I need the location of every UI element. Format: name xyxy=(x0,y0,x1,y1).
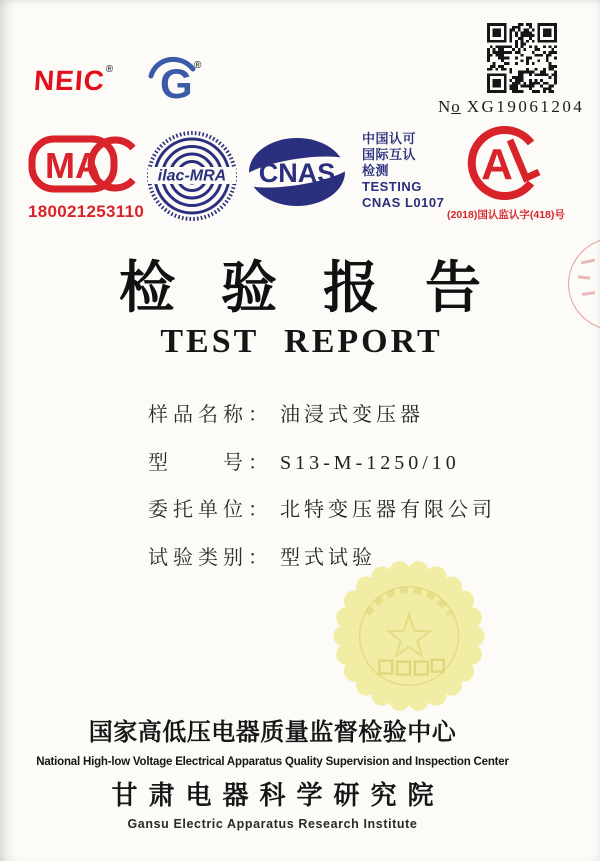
cma-mark xyxy=(28,132,150,222)
cal-mark xyxy=(447,126,565,222)
footer xyxy=(0,712,545,831)
ilac-mra-label: ilac-MRA xyxy=(157,167,227,185)
institute-name-english: Gansu Electric Apparatus Research Institute xyxy=(127,817,418,831)
center-name-chinese: 国家高低压电器质量监督检验中心 xyxy=(88,719,457,746)
gold-embossed-seal-icon xyxy=(330,557,488,715)
report-number-value: XG19061204 xyxy=(466,97,585,116)
certification-marks-row xyxy=(0,124,600,224)
field-client xyxy=(148,493,568,541)
field-label: 委托单位： xyxy=(148,499,273,521)
no-prefix: No xyxy=(438,97,461,116)
ilac-mra-icon xyxy=(146,130,238,222)
neic-logo: NEIC® xyxy=(32,64,114,96)
field-model xyxy=(148,446,568,494)
field-sample-name xyxy=(148,398,568,446)
cma-mark-icon xyxy=(28,132,140,196)
ilac-mra-mark xyxy=(146,130,238,227)
field-value: 北特变压器有限公司 xyxy=(280,499,496,521)
cal-icon xyxy=(453,126,553,202)
qr-code xyxy=(487,23,557,93)
field-value: 型式试验 xyxy=(280,546,376,569)
report-number xyxy=(438,97,593,117)
accreditation-line: 国际互认 xyxy=(362,147,417,162)
cnas-mark xyxy=(247,136,347,213)
cnas-label: CNAS xyxy=(258,158,336,188)
field-value: S13-M-1250/10 xyxy=(280,451,460,474)
cma-number: 180021253110 xyxy=(28,202,145,221)
accreditation-line: 中国认可 xyxy=(362,131,417,146)
g-logo-letter: G xyxy=(160,60,193,107)
g-logo-icon xyxy=(146,56,204,108)
title-english: TEST REPORT xyxy=(160,323,443,360)
accreditation-line: 检测 xyxy=(362,163,390,178)
field-label: 试验类别： xyxy=(148,546,273,569)
title-chinese: 检验报告 xyxy=(119,256,527,319)
cal-letter-a: A xyxy=(481,140,513,189)
accreditation-line: TESTING xyxy=(362,179,422,194)
field-value: 油浸式变压器 xyxy=(280,404,424,426)
accreditation-text xyxy=(362,131,444,211)
registered-mark-icon: ® xyxy=(194,60,202,71)
accreditation-line: CNAS L0107 xyxy=(362,195,445,210)
cal-caption: (2018)国认监认字(418)号 xyxy=(447,209,565,221)
cnas-icon xyxy=(247,136,347,208)
institute-name-chinese: 甘肃电器科学研究院 xyxy=(111,780,445,810)
cma-letters: MA xyxy=(45,145,101,186)
registered-mark-icon: ® xyxy=(105,64,114,75)
field-label: 样品名称： xyxy=(148,404,273,426)
field-label: 型 号： xyxy=(148,451,273,474)
center-name-english: National High-low Voltage Electrical Apparatus Quality Supervision and Inspection Center xyxy=(36,756,509,768)
